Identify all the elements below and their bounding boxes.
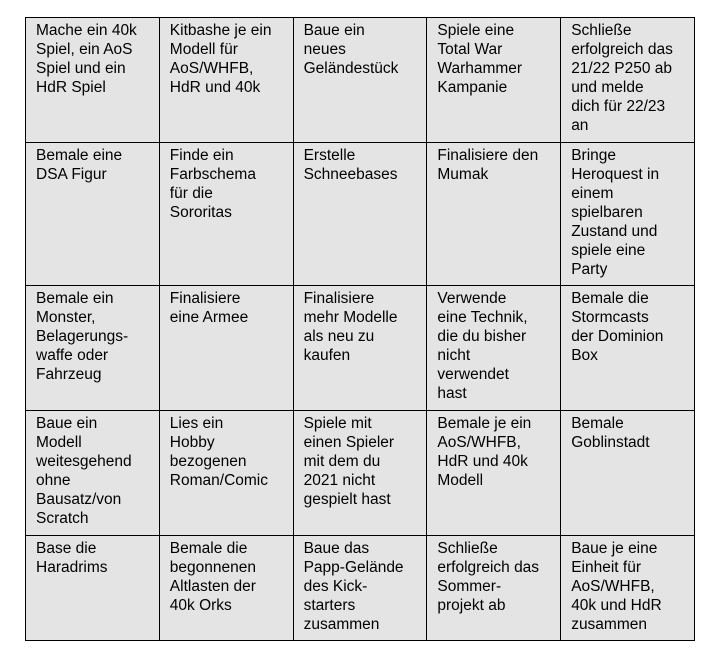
bingo-row-5 (26, 536, 695, 641)
bingo-cell-r1-c3: Baue ein neues Geländestück (293, 18, 427, 143)
bingo-cell-r2-c4: Finalisiere den Mumak (427, 143, 561, 286)
bingo-cell-r4-c4: Bemale je ein AoS/WHFB, HdR und 40k Modell (427, 411, 561, 536)
bingo-cell-r4-c5: Bemale Goblinstadt (561, 411, 695, 536)
bingo-row-3 (26, 286, 695, 411)
bingo-cell-r1-c5: Schließe erfolgreich das 21/22 P250 ab und melde dich für 22/23 an (561, 18, 695, 143)
bingo-cell-r5-c1: Base die Haradrims (26, 536, 160, 641)
bingo-cell-r4-c2: Lies ein Hobby bezogenen Roman/Comic (159, 411, 293, 536)
bingo-cell-r3-c4: Verwende eine Technik, die du bisher nicht verwendet hast (427, 286, 561, 411)
bingo-cell-r5-c3: Baue das Papp-Gelände des Kick- starters zusammen (293, 536, 427, 641)
bingo-cell-r4-c3: Spiele mit einen Spieler mit dem du 2021 nicht gespielt hast (293, 411, 427, 536)
bingo-cell-r3-c2: Finalisiere eine Armee (159, 286, 293, 411)
bingo-row-4 (26, 411, 695, 536)
bingo-cell-r1-c1: Mache ein 40k Spiel, ein AoS Spiel und ein HdR Spiel (26, 18, 160, 143)
bingo-cell-r4-c1: Baue ein Modell weitesgehend ohne Bausatz/von Scratch (26, 411, 160, 536)
bingo-cell-r1-c2: Kitbashe je ein Modell für AoS/WHFB, HdR und 40k (159, 18, 293, 143)
bingo-cell-r5-c4: Schließe erfolgreich das Sommer- projekt ab (427, 536, 561, 641)
bingo-row-1 (26, 18, 695, 143)
bingo-cell-r2-c1: Bemale eine DSA Figur (26, 143, 160, 286)
bingo-cell-r2-c2: Finde ein Farbschema für die Sororitas (159, 143, 293, 286)
bingo-cell-r2-c5: Bringe Heroquest in einem spielbaren Zustand und spiele eine Party (561, 143, 695, 286)
bingo-row-2 (26, 143, 695, 286)
bingo-cell-r2-c3: Erstelle Schneebases (293, 143, 427, 286)
bingo-cell-r5-c5: Baue je eine Einheit für AoS/WHFB, 40k und HdR zusammen (561, 536, 695, 641)
hobby-bingo-table (25, 17, 695, 641)
bingo-cell-r5-c2: Bemale die begonnenen Altlasten der 40k Orks (159, 536, 293, 641)
bingo-cell-r3-c5: Bemale die Stormcasts der Dominion Box (561, 286, 695, 411)
bingo-cell-r3-c1: Bemale ein Monster, Belagerungs- waffe oder Fahrzeug (26, 286, 160, 411)
bingo-cell-r3-c3: Finalisiere mehr Modelle als neu zu kaufen (293, 286, 427, 411)
bingo-cell-r1-c4: Spiele eine Total War Warhammer Kampanie (427, 18, 561, 143)
